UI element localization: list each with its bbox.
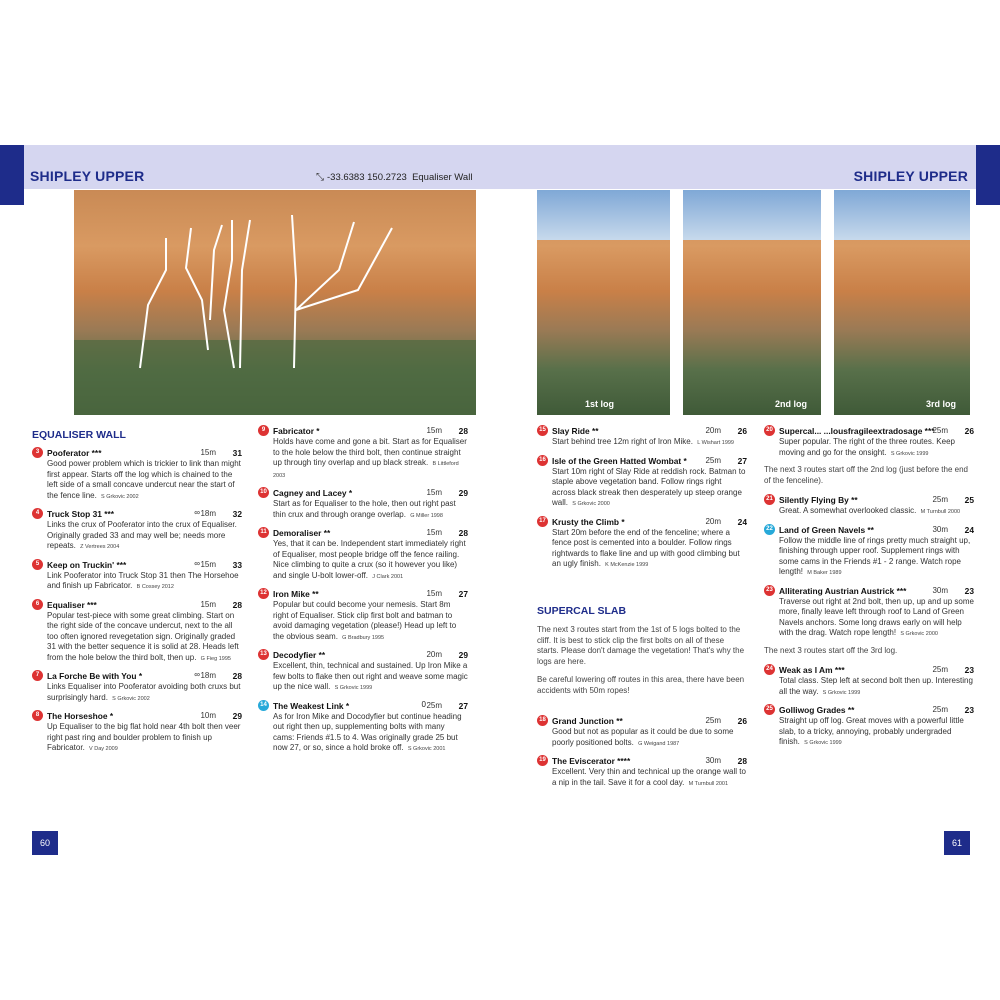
sky — [537, 190, 670, 240]
route-name: Weak as I Am *** — [779, 665, 845, 675]
route-description: Good but not as popular as it could be due to some poorly positioned bolts. G Weigand 1987 — [552, 727, 734, 747]
page-number: 61 — [944, 831, 970, 855]
route-number-badge: 19 — [537, 755, 548, 766]
route-header — [258, 425, 468, 437]
route-description: Excellent, thin, technical and sustained. Up Iron Mike a few bolts to flake then out right and weave some magic up the nice wall. S Grkovic 1999 — [273, 661, 468, 691]
route-header — [258, 588, 468, 600]
route-header — [258, 700, 468, 712]
first-ascent: G Bradbury 1995 — [342, 634, 385, 641]
route-length: 20m — [705, 516, 721, 526]
chapter-tab — [976, 145, 1000, 205]
route-grade: 27 — [458, 700, 468, 711]
route-number-badge: 15 — [537, 425, 548, 436]
route-length: 20m — [705, 426, 721, 435]
first-ascent: B Cossey 2012 — [136, 584, 174, 590]
route-header — [537, 516, 747, 528]
route-description: As for Iron Mike and Docodyfier but continue heading out right then up, supplementing bolts with many cams: Friends #1.5 to 4. Was originally grade 25 but now 27, or so, since a hold broke off. S Grkovic 2001 — [273, 711, 462, 752]
route-name: La Forche Be with You * — [47, 671, 143, 681]
first-ascent: M Baker 1989 — [807, 570, 842, 576]
route-length: 20m — [426, 650, 442, 659]
route-length: 18m — [200, 509, 216, 518]
page-number: 60 — [32, 831, 58, 855]
route-name: Isle of the Green Hatted Wombat * — [552, 455, 687, 466]
route-length: 15m — [426, 589, 442, 598]
photo-caption: 2nd log — [775, 399, 807, 409]
route-description: Links the crux of Pooferator into the crux of Equaliser. Originally graded 33 and may well be; needs more repeats. Z Vertrees 2004 — [47, 520, 237, 550]
route-header — [258, 487, 468, 499]
route-header — [764, 494, 974, 506]
route-entry — [537, 516, 747, 571]
photo-1st-log — [537, 190, 670, 415]
route-description: Start 20m before the end of the fenceline; where a fence post is cemented into a boulder. Follow rings rightwards to flake line and up with good climbing but an ugly finish. K McKenzie 1999 — [552, 527, 740, 568]
route-name: Krusty the Climb * — [552, 516, 625, 527]
route-header — [537, 755, 747, 767]
route-header — [32, 508, 242, 520]
route-number-badge: 3 — [32, 447, 43, 458]
route-name: The Horseshoe * — [47, 711, 114, 721]
left-column-1 — [32, 447, 242, 761]
route-description: Holds have come and gone a bit. Start as for Equaliser to the hole below the third bolt, then continue straight up through tiny overlap and up black streak. B Littleford 2003 — [273, 437, 467, 479]
route-grade: 26 — [737, 426, 747, 436]
right-column-1b — [537, 715, 747, 795]
first-ascent: G Miller 1998 — [410, 512, 443, 519]
right-notes — [537, 625, 747, 704]
route-number-badge: 21 — [764, 494, 775, 505]
route-name: Truck Stop 31 *** — [47, 509, 115, 519]
route-entry — [764, 494, 974, 518]
route-grade: 28 — [232, 671, 242, 681]
page-title: SHIPLEY UPPER — [853, 168, 968, 184]
route-header — [32, 559, 242, 571]
route-grade: 28 — [737, 756, 747, 766]
first-ascent: S Grkovic 2002 — [112, 695, 150, 702]
route-header — [32, 710, 242, 722]
first-ascent: S Grkovic 2002 — [101, 493, 139, 500]
route-name: Alliterating Austrian Austrick *** — [779, 585, 907, 596]
route-entry — [32, 447, 242, 502]
route-symbol: 0 — [421, 699, 426, 709]
route-description: Super popular. The right of the three routes. Keep moving and go for the onsight. S Grkovic 1999 — [779, 437, 955, 457]
route-grade: 31 — [232, 448, 242, 458]
route-name: Decodyfier ** — [273, 650, 326, 660]
route-entry — [32, 670, 242, 704]
route-name: Slay Ride ** — [552, 426, 599, 436]
route-entry — [258, 425, 468, 481]
equaliser-wall-photo — [74, 190, 476, 415]
page-title: SHIPLEY UPPER — [30, 168, 145, 184]
first-ascent: S Grkovic 1999 — [890, 450, 929, 457]
route-length: 15m — [200, 559, 216, 569]
first-ascent: V Day 2009 — [89, 746, 118, 752]
route-entry — [764, 585, 974, 640]
route-description: Start behind tree 12m right of Iron Mike. L Wishart 1999 — [552, 437, 734, 446]
route-number-badge: 22 — [764, 524, 775, 535]
first-ascent: K McKenzie 1999 — [605, 562, 649, 568]
route-header — [32, 447, 242, 459]
route-header — [258, 649, 468, 661]
route-length: 25m — [932, 665, 948, 674]
route-description: Straight up off log. Great moves with a powerful little slab, to a tricky, annoying, probably undergraded finish. S Grkovic 1999 — [779, 716, 964, 746]
route-number-badge: 9 — [258, 425, 269, 436]
route-number-badge: 25 — [764, 704, 775, 715]
route-description: Start 10m right of Slay Ride at reddish rock. Batman to staple above vegetation band. Follow rings right across black streak then desperately up steep orange wall. S Grkovic 2000 — [552, 466, 746, 507]
sky — [834, 190, 970, 240]
route-length: 25m — [705, 716, 721, 725]
route-grade: 29 — [458, 488, 468, 498]
route-name: Keep on Truckin' *** — [47, 559, 127, 570]
route-entry — [537, 755, 747, 789]
route-length: 25m — [426, 700, 442, 710]
route-number-badge: 6 — [32, 599, 43, 610]
route-number-badge: 20 — [764, 425, 775, 436]
route-grade: 29 — [458, 650, 468, 660]
first-ascent: Z Vertrees 2004 — [80, 544, 120, 550]
route-grade: 28 — [458, 528, 468, 538]
left-page — [0, 145, 500, 865]
route-length: 15m — [426, 528, 442, 537]
route-description: Excellent. Very thin and technical up the orange wall to a nip in the tail. Save it for a cool day. M Turnbull 2001 — [552, 767, 746, 787]
route-number-badge: 5 — [32, 559, 43, 570]
route-grade: 29 — [232, 711, 242, 721]
route-entry — [764, 425, 974, 459]
first-ascent: S Grkovic 2000 — [900, 631, 938, 637]
route-grade: 28 — [458, 426, 468, 436]
first-ascent: M Turnbull 2000 — [920, 509, 961, 515]
route-name: Silently Flying By ** — [779, 495, 858, 505]
route-description: Total class. Step left at second bolt then up. Interesting all the way. S Grkovic 1999 — [779, 676, 973, 696]
route-grade: 23 — [964, 665, 974, 675]
route-grade: 23 — [964, 585, 974, 596]
route-number-badge: 13 — [258, 649, 269, 660]
chapter-tab — [0, 145, 24, 205]
route-entry — [537, 425, 747, 449]
first-ascent: M Turnbull 2001 — [688, 780, 729, 787]
route-number-badge: 24 — [764, 664, 775, 675]
right-page — [500, 145, 1000, 865]
route-number-badge: 23 — [764, 585, 775, 596]
route-name: Cagney and Lacey * — [273, 488, 353, 498]
right-column-1 — [537, 425, 747, 577]
right-column-2 — [764, 425, 974, 755]
first-ascent: L Wishart 1999 — [697, 440, 734, 446]
route-entry — [32, 599, 242, 665]
route-entry — [32, 710, 242, 755]
route-number-badge: 8 — [32, 710, 43, 721]
route-symbol: ∞ — [194, 670, 200, 679]
left-header — [0, 145, 500, 189]
section-title-equaliser-wall: EQUALISER WALL — [32, 429, 126, 441]
photo-caption: 1st log — [585, 399, 615, 409]
route-number-badge: 12 — [258, 588, 269, 599]
photo-3rd-log — [834, 190, 970, 415]
left-column-2 — [258, 425, 468, 761]
route-length: 18m — [200, 671, 216, 680]
first-ascent: S Grkovic 1999 — [822, 689, 861, 696]
first-ascent: G Fieg 1995 — [200, 655, 231, 662]
route-entry — [32, 559, 242, 593]
route-length: 15m — [200, 448, 216, 457]
first-ascent: S Grkovic 2001 — [407, 746, 446, 752]
first-ascent: B Littleford 2003 — [273, 461, 459, 479]
first-ascent: S Grkovic 1999 — [804, 740, 842, 746]
route-header — [32, 670, 242, 682]
route-header — [764, 704, 974, 716]
route-number-badge: 10 — [258, 487, 269, 498]
route-entry — [764, 664, 974, 698]
section-note: The next 3 routes start from the 1st of 5 logs bolted to the cliff. It is best to stick clip the first bolts on all of these starts. Please don't damage the vegetation! That's why the logs are here. — [537, 625, 745, 666]
route-header — [258, 527, 468, 539]
route-header — [537, 715, 747, 727]
photo-2nd-log — [683, 190, 821, 415]
route-entry — [258, 700, 468, 755]
route-description: Popular but could become your nemesis. Start 8m right of Equaliser. Stick clip first bolt and batman to avoid damaging vegetation (please!) Head up left to the obvious seam. G Bradbury 1995 — [273, 600, 457, 641]
route-length: 25m — [932, 426, 948, 435]
route-length: 15m — [426, 488, 442, 497]
route-name: Fabricator * — [273, 426, 320, 436]
route-name: Land of Green Navels ** — [779, 524, 874, 535]
right-header — [500, 145, 1000, 189]
route-description: Up Equaliser to the big flat hold near 4th bolt then veer right past ring and boulder problem to finish up Fabricator. V Day 2009 — [47, 722, 241, 752]
photo-caption: 3rd log — [926, 399, 957, 409]
route-entry — [258, 588, 468, 643]
route-name: The Eviscerator **** — [552, 756, 631, 766]
route-number-badge: 4 — [32, 508, 43, 519]
route-description: Popular test-piece with some great climbing. Start on the right side of the concave undercut, next to the all too often ignored revegetation sign. Originally graded 31 with the better sequence it is solid at 28. Heads left from the hole below the third bolt, then up. G Fieg 1995 — [47, 610, 239, 662]
route-length: 30m — [932, 524, 948, 534]
route-length: 10m — [200, 711, 216, 720]
first-ascent: S Grkovic 1999 — [334, 685, 373, 691]
route-grade: 23 — [964, 705, 974, 715]
route-entry — [764, 704, 974, 749]
route-name: Equaliser *** — [47, 599, 97, 610]
route-header — [537, 425, 747, 437]
route-description: Link Pooferator into Truck Stop 31 then The Horsehoe and finish up Fabricator. B Cossey 2012 — [47, 570, 239, 590]
route-description: Yes, that it can be. Independent start immediately right of Equaliser, most people bridge off the fence railing. Nice climbing to quite a crux (so it however you like) and single U-bolt lower-off. J Clark 2001 — [273, 539, 466, 580]
route-entry — [537, 715, 747, 749]
route-number-badge: 14 — [258, 700, 269, 711]
route-number-badge: 7 — [32, 670, 43, 681]
first-ascent: G Weigand 1987 — [638, 740, 680, 747]
route-grade: 27 — [737, 455, 747, 466]
first-ascent: S Grkovic 2000 — [572, 501, 610, 507]
route-entry — [32, 508, 242, 553]
route-name: Iron Mike ** — [273, 589, 319, 599]
gps-value: -33.6383 150.2723 — [327, 172, 407, 183]
route-description: Traverse out right at 2nd bolt, then up, up and up some more, finally leave left through roof to Land of Green Navels anchors. Some long draws early on will help with the drag. Watch rope length! S Grkovic 2000 — [779, 596, 974, 637]
section-note: The next 3 routes start off the 2nd log (just before the end of the fenceline). — [764, 465, 968, 485]
route-grade: 28 — [232, 599, 242, 610]
route-length: 25m — [932, 705, 948, 714]
route-grade: 25 — [964, 495, 974, 505]
section-title-supercal-slab: SUPERCAL SLAB — [537, 605, 627, 617]
route-number-badge: 11 — [258, 527, 269, 538]
route-name: Demoraliser ** — [273, 528, 331, 538]
route-entry — [537, 455, 747, 510]
section-note: Be careful lowering off routes in this area, there have been accidents with 50m ropes! — [537, 675, 745, 695]
route-description: Great. A somewhat overlooked classic. M Turnbull 2000 — [779, 506, 961, 515]
route-grade: 26 — [737, 716, 747, 726]
route-header — [764, 585, 974, 597]
route-description: Follow the middle line of rings pretty much straight up, finishing through upper roof. Supplement rings with some cams in the Friends #1 - 2 range. Watch rope length! M Baker 1989 — [779, 535, 971, 576]
route-length: 15m — [200, 599, 216, 609]
sky — [683, 190, 821, 240]
route-header — [764, 664, 974, 676]
route-grade: 24 — [964, 524, 974, 535]
route-name: Pooferator *** — [47, 448, 102, 458]
route-length: 25m — [705, 455, 721, 465]
route-number-badge: 18 — [537, 715, 548, 726]
route-grade: 33 — [232, 559, 242, 570]
route-header — [764, 425, 974, 437]
route-grade: 26 — [964, 426, 974, 436]
route-header — [764, 524, 974, 536]
route-entry — [258, 527, 468, 582]
first-ascent: J Clark 2001 — [372, 573, 404, 580]
route-name: Grand Junction ** — [552, 716, 623, 726]
route-entry — [258, 649, 468, 694]
section-note: The next 3 routes start off the 3rd log. — [764, 645, 898, 655]
route-header — [537, 455, 747, 467]
route-name: Supercal... ...lousfragileextradosage *** — [779, 426, 935, 436]
route-number-badge: 16 — [537, 455, 548, 466]
route-description: Links Equaliser into Pooferator avoiding both cruxs but surprisingly hard. S Grkovic 2002 — [47, 682, 241, 702]
route-entry — [764, 524, 974, 579]
route-header — [32, 599, 242, 611]
route-length: 30m — [705, 756, 721, 765]
route-grade: 27 — [458, 589, 468, 599]
route-length: 30m — [932, 585, 948, 595]
route-grade: 24 — [737, 516, 747, 527]
gps-coordinates — [316, 172, 472, 183]
route-symbol: ∞ — [194, 508, 200, 517]
gps-label: Equaliser Wall — [412, 172, 473, 183]
route-name: The Weakest Link * — [273, 700, 350, 711]
route-topo-lines — [74, 190, 476, 415]
route-length: 15m — [426, 426, 442, 435]
route-length: 25m — [932, 495, 948, 504]
route-description: Start as for Equaliser to the hole, then out right past thin crux and through orange overlap. G Miller 1998 — [273, 499, 456, 519]
route-entry — [258, 487, 468, 521]
route-grade: 32 — [232, 509, 242, 519]
route-name: Golliwog Grades ** — [779, 705, 855, 715]
route-symbol: ∞ — [194, 558, 200, 568]
route-description: Good power problem which is trickier to link than might first appear. Starts off the log which is chained to the left side of a small concave undercut near the start of the fence line. S Grkovic 2002 — [47, 459, 241, 500]
route-number-badge: 17 — [537, 516, 548, 527]
gps-arrow-icon: ⤡ — [316, 172, 324, 183]
